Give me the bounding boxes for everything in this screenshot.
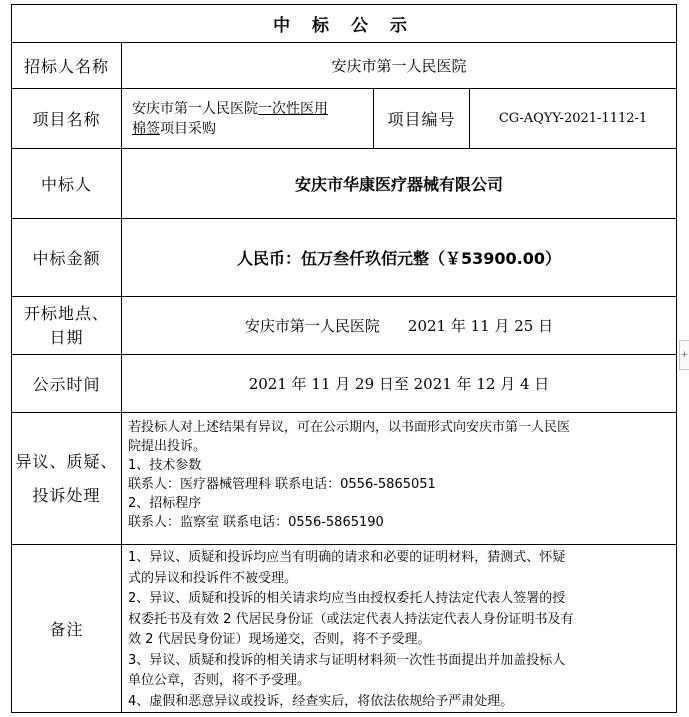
remarks-line: 权委托书及有效 2 代居民身份证（或法定代表人持法定代表人身份证明书及有 — [128, 611, 574, 627]
project-name-part2: 一次性医用 — [258, 100, 328, 117]
opening-label-line1: 开标地点、 — [23, 303, 109, 323]
amount-label: 中标金额 — [32, 249, 101, 268]
project-name-part4: 项目采购 — [160, 120, 216, 137]
title-row — [12, 5, 676, 43]
project-name-part3: 棉签 — [132, 120, 160, 137]
publicity-label: 公示时间 — [32, 375, 101, 394]
objection-line: 1、技术参数 — [128, 458, 202, 473]
objection-line: 若投标人对上述结果有异议，可在公示期内，以书面形式向安庆市第一人民医 — [128, 420, 571, 435]
remarks-line: 3、异议、质疑和投诉的相关请求与证明材料须一次性书面提出并加盖投标人 — [128, 652, 566, 668]
project-name-value — [121, 89, 373, 148]
page-title: 中 标 公 示 — [273, 16, 415, 36]
remarks-line: 4、虚假和恶意异议或投诉，经查实后，将依法依规给予严肃处理。 — [128, 693, 514, 709]
amount-row — [12, 219, 676, 297]
publicity-row — [12, 355, 676, 413]
opening-date: 2021 年 11 月 25 日 — [407, 317, 554, 335]
winner-row — [12, 149, 676, 219]
objection-line: 2、招标程序 — [128, 496, 202, 511]
project-row — [12, 89, 676, 149]
tenderer-label: 招标人名称 — [23, 57, 109, 76]
remarks-line: 式的异议和投诉件不被受理。 — [128, 570, 298, 586]
side-expand-tab[interactable] — [679, 340, 689, 370]
amount-value: 人民币：伍万叁仟玖佰元整（￥53900.00） — [121, 219, 676, 296]
opening-value — [121, 297, 676, 354]
publicity-value: 2021 年 11 月 29 日至 2021 年 12 月 4 日 — [121, 355, 676, 412]
objection-label-line1: 异议、质疑、 — [15, 451, 118, 471]
tenderer-value: 安庆市第一人民医院 — [121, 43, 676, 88]
remarks-row — [12, 545, 676, 712]
objection-label — [12, 413, 121, 544]
opening-place: 安庆市第一人民医院 — [244, 317, 380, 335]
announcement-table — [11, 4, 677, 713]
remarks-label: 备注 — [49, 620, 84, 639]
opening-label-line2: 日期 — [49, 327, 84, 347]
remarks-line: 效 2 代居民身份证）现场递交，否则，将不予受理。 — [128, 632, 431, 647]
remarks-line: 2、异议、质疑和投诉的相关请求均应当由授权委托人持法定代表人签署的授 — [128, 591, 566, 606]
remarks-body — [121, 545, 676, 712]
winner-value: 安庆市华康医疗器械有限公司 — [121, 149, 676, 218]
opening-row — [12, 297, 676, 355]
objection-line: 院提出投诉。 — [128, 439, 207, 454]
objection-row — [12, 413, 676, 545]
project-name-label: 项目名称 — [32, 110, 101, 129]
remarks-line: 单位公章，否则，将不予受理。 — [128, 673, 311, 688]
opening-label — [12, 297, 121, 354]
remarks-line: 1、异议、质疑和投诉均应当有明确的请求和必要的证明材料，猜测式、怀疑 — [128, 550, 566, 565]
project-name-part1: 安庆市第一人民医院 — [132, 100, 258, 117]
winner-label: 中标人 — [40, 175, 92, 194]
project-code-value: CG-AQYY-2021-1112-1 — [469, 89, 676, 148]
plus-icon: + — [680, 350, 689, 360]
tenderer-row — [12, 43, 676, 89]
objection-body — [121, 413, 676, 544]
project-code-label: 项目编号 — [373, 89, 469, 148]
objection-contact-tech: 联系人：医疗器械管理科 联系电话：0556-5865051 — [128, 477, 436, 492]
objection-label-line2: 投诉处理 — [32, 485, 101, 505]
objection-contact-procedure: 联系人：监察室 联系电话：0556-5865190 — [128, 515, 384, 530]
